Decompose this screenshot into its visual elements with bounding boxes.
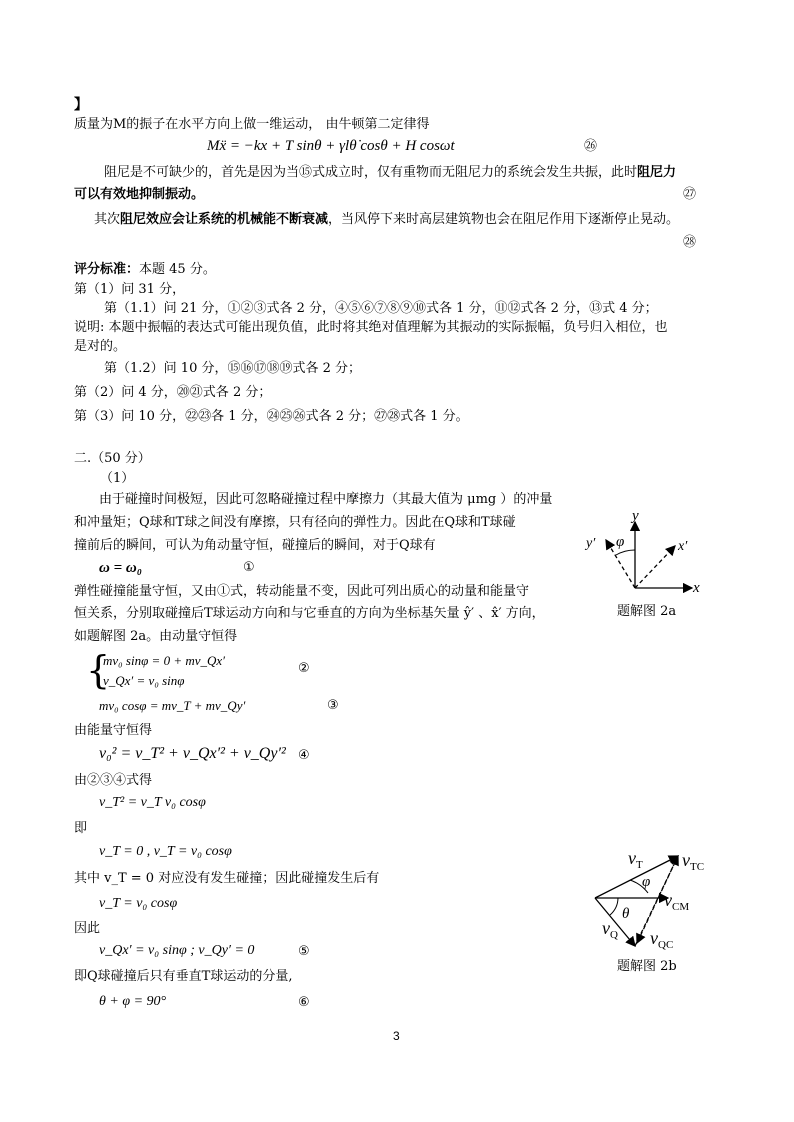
damping-paragraph-1 — [104, 164, 676, 182]
label-vqc: $v_{QC}$ — [650, 928, 674, 951]
perpendicular-text: 即Q球碰撞后只有垂直T球运动的分量, — [74, 969, 293, 984]
label-vcm: $v_{CM}$ — [664, 890, 690, 913]
marker-2: ② — [298, 661, 310, 676]
section-2-title: 二.（50 分） — [74, 451, 151, 466]
elastic-line-1: 弹性碰撞能量守恒，又由①式，转动能量不变，因此可列出质心的动量和能量守 — [74, 584, 530, 599]
figure-2b — [590, 838, 730, 963]
score-line-3: 说明: 本题中振幅的表达式可能出现负值，此时将其绝对值理解为其振动的实际振幅，负号归入相位，也 — [74, 320, 668, 335]
damping-text-2a: 其次 — [94, 212, 121, 227]
damping-bold-a: 阻尼力 — [637, 165, 677, 180]
damping-bold-2: 阻尼效应会让系统的机械能不断衰减 — [120, 212, 329, 227]
score-line-4: 是对的。 — [74, 339, 127, 354]
brace-icon: { — [86, 648, 111, 692]
page-number: 3 — [393, 1029, 400, 1043]
marker-26: ㉖ — [584, 139, 598, 154]
eq-1: ω = ω₀ — [99, 560, 142, 576]
collision-line-1: 由于碰撞时间极短，因此可忽略碰撞过程中摩擦力（其最大值为 μmg ）的冲量 — [99, 492, 553, 507]
top-bracket: 】 — [74, 97, 88, 113]
collision-line-2: 和冲量矩；Q球和T球之间没有摩擦，只有径向的弹性力。因此在Q球和T球碰 — [74, 515, 516, 530]
intro-text: 质量为M的振子在水平方向上做一维运动， 由牛顿第二定律得 — [74, 117, 430, 132]
marker-3: ③ — [327, 698, 339, 713]
label-y-prime: y′ — [586, 536, 596, 551]
damping-bold-b: 可以有效地抑制振动。 — [74, 187, 205, 202]
damping-text-1: 阻尼是不可缺少的，首先是因为当⑮式成立时，仅有重物而无阻尼力的系统会发生共振，此时 — [104, 165, 638, 180]
eq-6: θ + φ = 90° — [99, 994, 167, 1009]
marker-1: ① — [243, 560, 255, 575]
score-line-2: 第（1.1）问 21 分，①②③式各 2 分，④⑤⑥⑦⑧⑨⑩式各 1 分，⑪⑫式各 2 分，⑬式 4 分； — [104, 301, 658, 316]
label-vtc: $v_{TC}$ — [682, 850, 705, 873]
score-line-7: 第（3）问 10 分，㉒㉓各 1 分，㉔㉕㉖式各 2 分；㉗㉘式各 1 分。 — [74, 409, 469, 424]
energy-label: 由能量守恒得 — [74, 723, 153, 738]
marker-27: ㉗ — [683, 187, 697, 202]
label-phi: φ — [616, 534, 625, 550]
ji-label: 即 — [74, 821, 88, 836]
marker-6: ⑥ — [298, 995, 310, 1010]
eq-vt: v_T = v₀ cosφ — [99, 896, 178, 911]
figure-2a-caption: 题解图 2a — [617, 604, 677, 619]
collision-line-3: 撞前后的瞬间，可认为角动量守恒，碰撞后的瞬间，对于Q球有 — [74, 538, 436, 553]
label-phi-2b: φ — [642, 874, 651, 890]
marker-5: ⑤ — [298, 944, 310, 959]
subsection-1: （1） — [100, 471, 135, 486]
score-line-5: 第（1.2）问 10 分，⑮⑯⑰⑱⑲式各 2 分； — [104, 361, 362, 376]
figure-2b-caption: 题解图 2b — [617, 959, 677, 974]
angle-arc — [616, 550, 635, 555]
score-line-1: 第（1）问 31 分， — [74, 282, 186, 297]
eq-3: mv₀ cosφ = mv_T + mv_Qy′ — [99, 698, 246, 713]
scoring-label: 评分标准： — [74, 262, 140, 277]
marker-28: ㉘ — [683, 235, 697, 250]
label-x: x — [693, 580, 700, 596]
scoring-header — [74, 261, 216, 279]
label-y: y — [632, 508, 639, 524]
eq-newton: Mẍ = −kx + T sinθ + γlθ̇ cosθ + H cosωt — [207, 138, 455, 154]
eq-5: v_Qx′ = v₀ sinφ ; v_Qy′ = 0 — [99, 943, 255, 958]
from-234: 由②③④式得 — [74, 773, 153, 788]
eq-vt-solutions: v_T = 0 , v_T = v₀ cosφ — [99, 844, 232, 859]
eq-2b: v_Qx′ = v₀ sinφ — [103, 673, 185, 688]
eq-4: v₀² = v_T² + v_Qx′² + v_Qy′² — [99, 745, 286, 762]
label-vq: $v_Q$ — [602, 918, 618, 941]
elastic-line-3: 如题解图 2a。由动量守恒得 — [74, 629, 238, 644]
label-x-prime: x′ — [678, 539, 688, 554]
damping-paragraph-2 — [94, 211, 679, 229]
label-vt: $v_T$ — [628, 848, 643, 871]
elastic-line-2: 恒关系，分别取碰撞后T球运动方向和与它垂直的方向为坐标基矢量 ŷ′ 、x̂′ 方向， — [74, 606, 545, 621]
axis-x-prime — [635, 546, 675, 588]
yinci-label: 因此 — [74, 921, 101, 936]
eq-2a: mv₀ sinφ = 0 + mv_Qx′ — [103, 653, 225, 668]
score-line-6: 第（2）问 4 分，⑳㉑式各 2 分； — [74, 385, 272, 400]
marker-4: ④ — [298, 748, 310, 763]
label-theta: θ — [622, 906, 630, 922]
scoring-total: 本题 45 分。 — [139, 262, 216, 277]
no-collision-text: 其中 v_T = 0 对应没有发生碰撞；因此碰撞发生后有 — [74, 871, 380, 886]
eq-vt-squared: v_T² = v_T v₀ cosφ — [99, 795, 206, 810]
damping-text-2b: ，当风停下来时高层建筑物也会在阻尼作用下逐渐停止晃动。 — [328, 212, 680, 227]
angle-theta-arc — [610, 898, 618, 915]
